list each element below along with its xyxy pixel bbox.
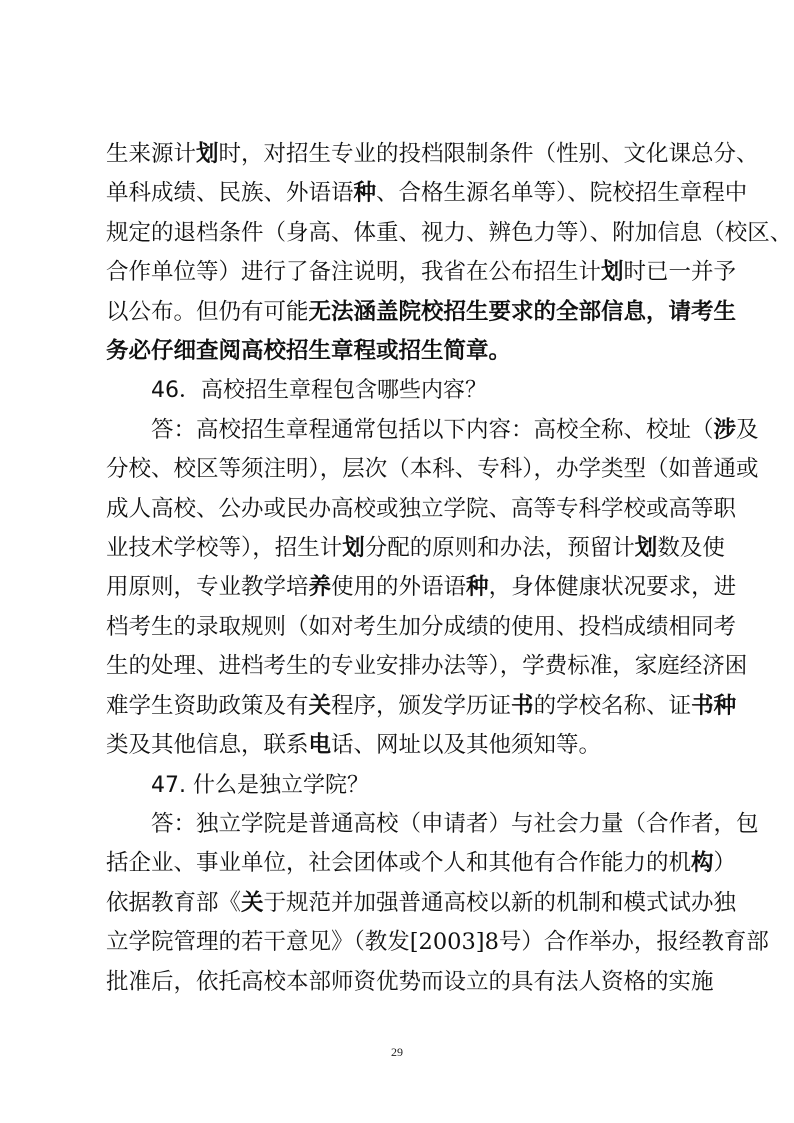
q47-line-3: 依据教育部《关于规范并加强普通高校以新的机制和模式试办独 (106, 889, 737, 916)
q47-line-1: 答：独立学院是普通高校（申请者）与社会力量（合作者，包 (151, 810, 759, 837)
para1-line-2: 单科成绩、民族、外语语种、合格生源名单等）、院校招生章程中 (106, 180, 748, 207)
q46-line-4: 业技术学校等），招生计划分配的原则和办法，预留计划数及使 (106, 535, 725, 562)
q47-heading: 47. 什么是独立学院？ (151, 772, 369, 798)
q46-line-2: 分校、校区等须注明），层次（本科、专科），办学类型（如普通或 (106, 456, 759, 483)
q47-line-2: 括企业、事业单位，社会团体或个人和其他有合作能力的机构） (106, 850, 737, 877)
q46-line-9: 类及其他信息，联系电话、网址以及其他须知等。 (106, 732, 602, 759)
para1-line-6: 务必仔细查阅高校招生章程或招生简章。 (106, 338, 512, 365)
q46-heading: 46．高校招生章程包含哪些内容？ (151, 378, 487, 404)
q46-line-5: 用原则，专业教学培养使用的外语语种，身体健康状况要求，进 (106, 574, 737, 601)
q47-line-5: 批准后，依托高校本部师资优势而设立的具有法人资格的实施 (106, 968, 714, 995)
q46-line-1: 答：高校招生章程通常包括以下内容：高校全称、校址（涉及 (151, 416, 759, 443)
para1-line-3: 规定的退档条件（身高、体重、视力、辨色力等）、附加信息（校区、 (106, 219, 793, 246)
para1-line-4: 合作单位等）进行了备注说明，我省在公布招生计划时已一并予 (106, 259, 737, 286)
page-number: 29 (391, 1045, 403, 1059)
q46-line-3: 成人高校、公办或民办高校或独立学院、高等专科学校或高等职 (106, 495, 737, 522)
q47-line-4: 立学院管理的若干意见》（教发[2003]8号）合作举办，报经教育部 (106, 929, 769, 956)
body-text (106, 135, 793, 1002)
q46-line-6: 档考生的录取规则（如对考生加分成绩的使用、投档成绩相同考 (106, 613, 737, 640)
para1-line-5: 以公布。但仍有可能无法涵盖院校招生要求的全部信息，请考生 (106, 298, 737, 325)
q46-line-8: 难学生资助政策及有关程序，颁发学历证书的学校名称、证书种 (106, 692, 737, 719)
para1-line-1: 生来源计划时，对招生专业的投档限制条件（性别、文化课总分、 (106, 141, 759, 167)
q46-line-7: 生的处理、进档考生的专业安排办法等），学费标准，家庭经济困 (106, 653, 748, 680)
